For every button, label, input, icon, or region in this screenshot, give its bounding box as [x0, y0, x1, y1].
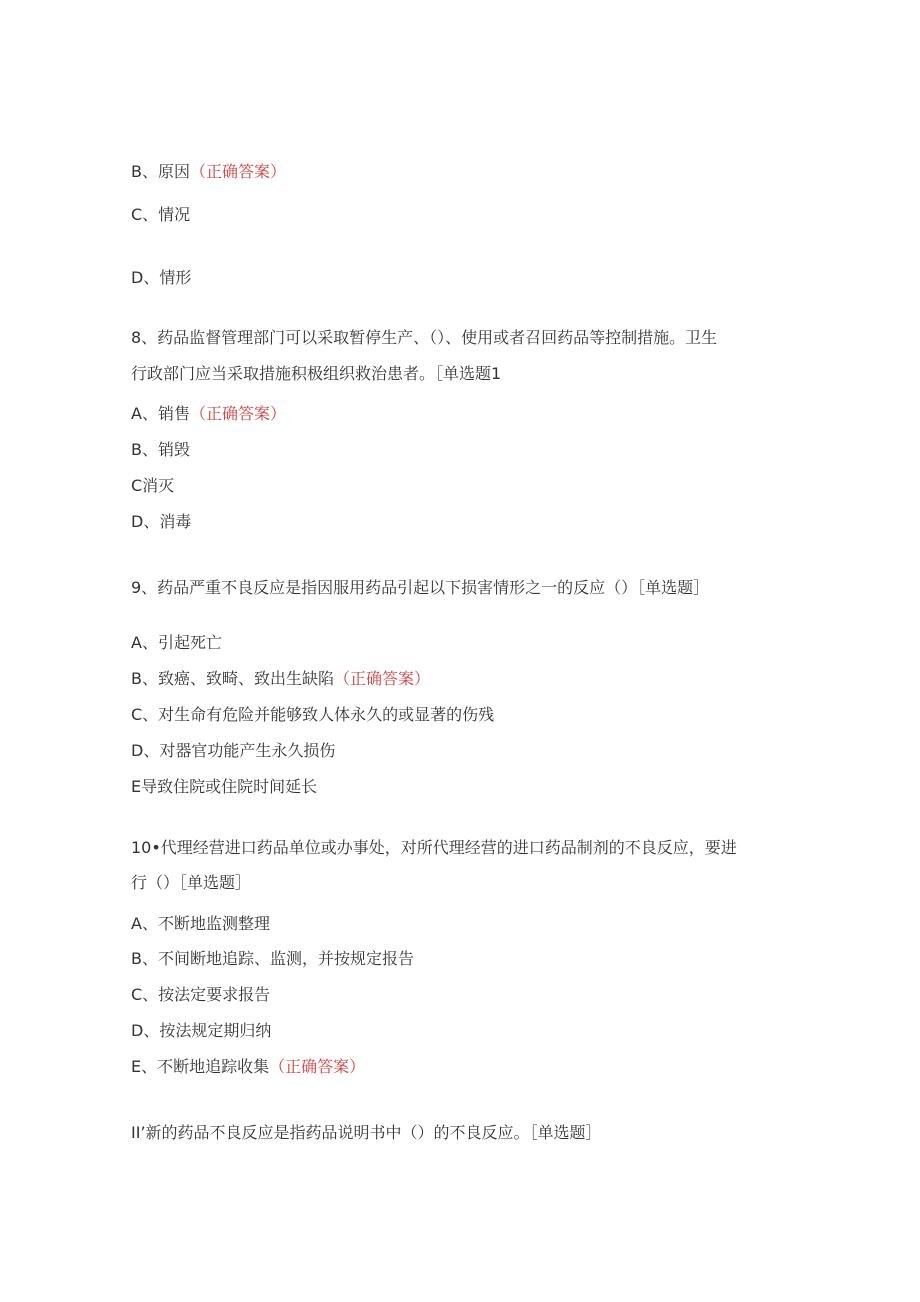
correct-answer-mark: （正确答案） — [269, 1057, 366, 1076]
option-text: B、不间断地追踪、监测，并按规定报告 — [131, 949, 414, 968]
question-10-stem-line1: 10•代理经营进口药品单位或办事处，对所代理经营的进口药品制剂的不良反应，要进 — [131, 838, 737, 857]
correct-answer-mark: （正确答案） — [333, 669, 430, 688]
option-text: C、对生命有危险并能够致人体永久的或显著的伤残 — [131, 705, 495, 724]
correct-answer-mark: （正确答案） — [189, 404, 286, 423]
option-text: C、按法定要求报告 — [131, 985, 271, 1004]
option-8a — [131, 404, 286, 424]
option-text: B、原因 — [131, 162, 190, 181]
correct-answer-mark: （正确答案） — [189, 162, 286, 181]
option-text: B、致癌、致畸、致出生缺陷 — [131, 669, 334, 688]
option-8d — [131, 512, 191, 532]
question-10-stem-line2: 行（）［单选题］ — [131, 873, 252, 892]
option-text: E导致住院或住院时间延长 — [131, 777, 318, 796]
option-7d — [131, 268, 191, 288]
option-9c — [131, 705, 494, 725]
option-8c — [131, 476, 174, 496]
option-10d — [131, 1021, 271, 1041]
question-8-stem-line2: 行政部门应当采取措施积极组织救治患者。［单选题1 — [131, 364, 502, 383]
option-9a — [131, 633, 222, 653]
option-9b — [131, 669, 430, 689]
option-text: C消灭 — [131, 476, 175, 495]
option-7c — [131, 205, 190, 225]
option-10c — [131, 985, 270, 1005]
option-text: C、情况 — [131, 205, 191, 224]
option-10a — [131, 914, 270, 934]
option-text: D、消毒 — [131, 512, 192, 531]
option-7b — [131, 162, 286, 182]
option-text: A、销售 — [131, 404, 190, 423]
option-text: D、按法规定期归纳 — [131, 1021, 272, 1040]
option-text: D、对器官功能产生永久损伤 — [131, 741, 336, 760]
option-text: E、不断地追踪收集 — [131, 1057, 270, 1076]
option-text: D、情形 — [131, 268, 192, 287]
question-9-stem: 9、药品严重不良反应是指因服用药品引起以下损害情形之一的反应（）［单选题］ — [131, 578, 710, 597]
option-10b — [131, 949, 414, 969]
option-9d — [131, 741, 335, 761]
option-text: A、引起死亡 — [131, 633, 222, 652]
question-11-stem: II’新的药品不良反应是指药品说明书中（）的不良反应。［单选题］ — [131, 1123, 602, 1142]
question-8-stem-line1: 8、药品监督管理部门可以采取暂停生产、（）、使用或者召回药品等控制措施。卫生 — [131, 328, 718, 347]
option-10e — [131, 1057, 365, 1077]
option-text: B、销毁 — [131, 440, 190, 459]
option-text: A、不断地监测整理 — [131, 914, 270, 933]
option-9e — [131, 777, 317, 797]
option-8b — [131, 440, 190, 460]
